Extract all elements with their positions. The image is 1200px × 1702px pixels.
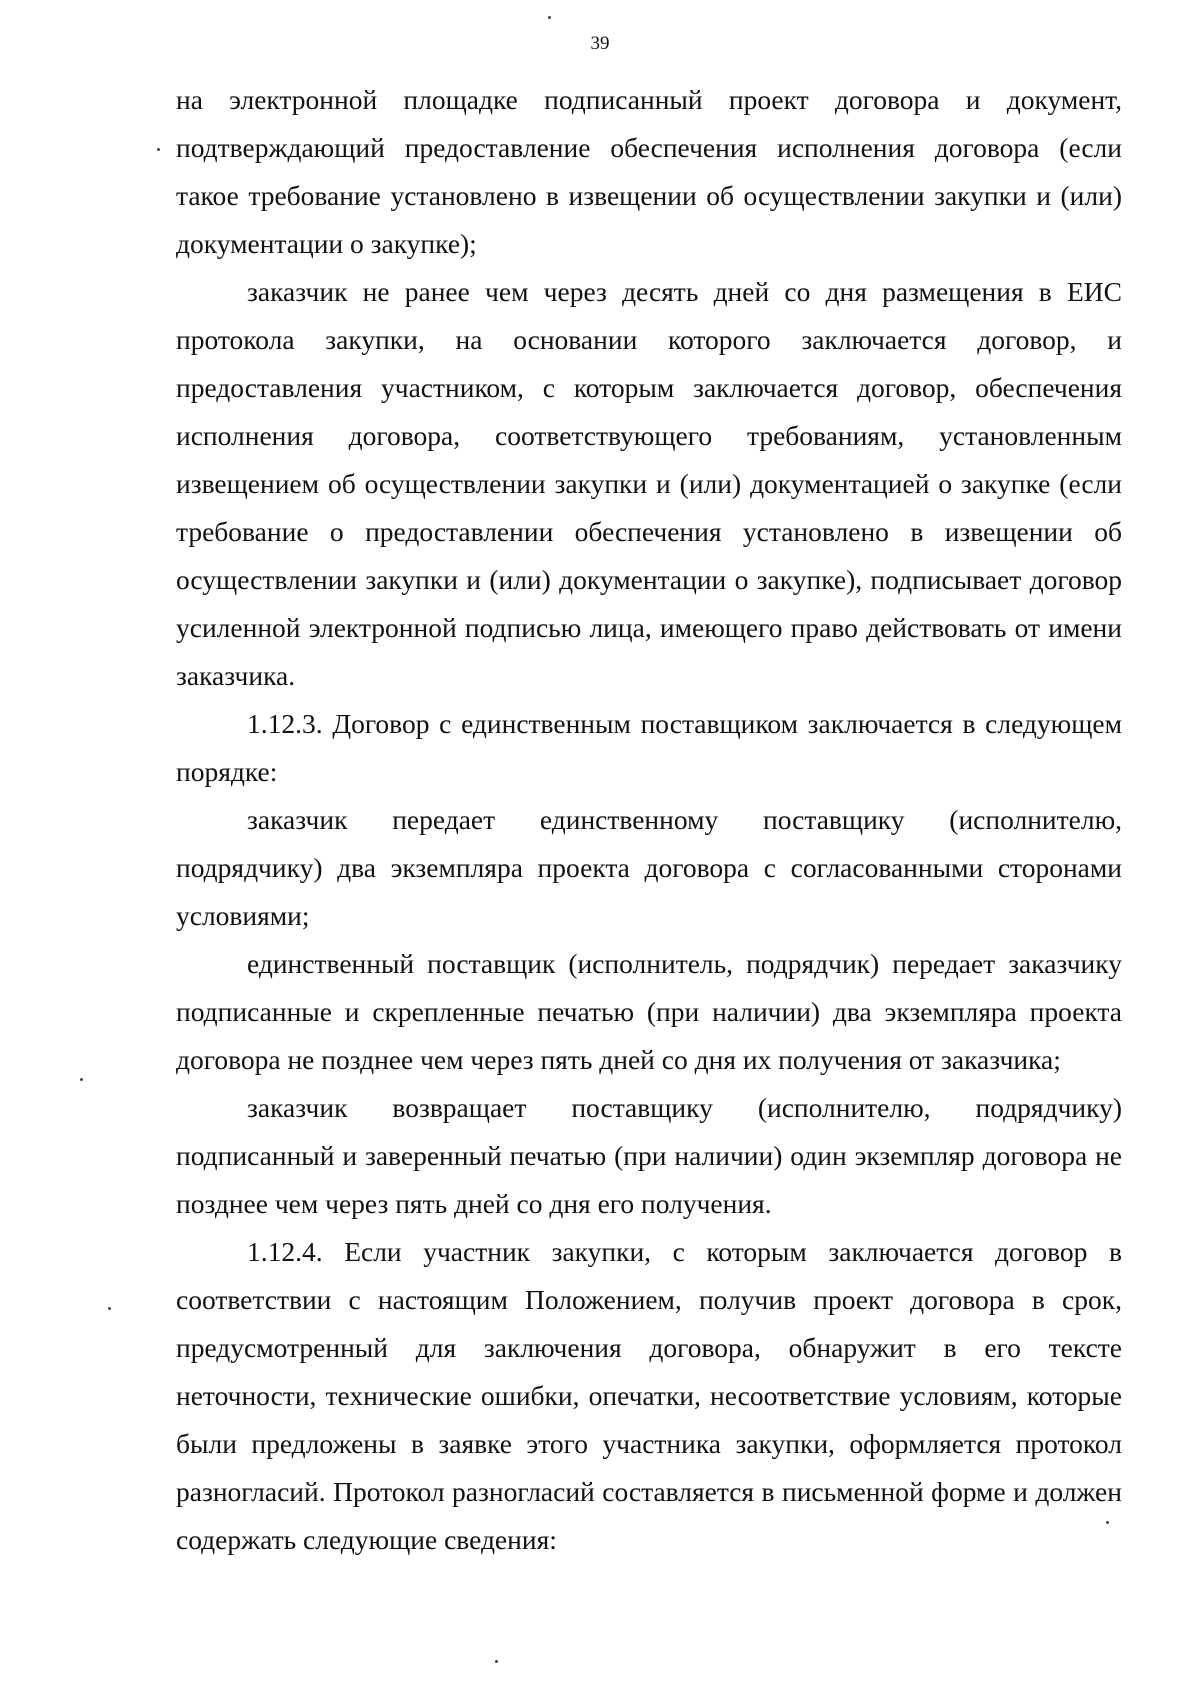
scan-speck — [1106, 1521, 1109, 1524]
paragraph-customer-returns: заказчик возвращает поставщику (исполнителю, подрядчику) подписанный и заверенный печатью (при наличии) один экземпляр договора не позднее чем через пять дней со дня его получения. — [176, 1092, 1122, 1219]
document-body — [176, 76, 1122, 1564]
paragraph-1-12-3: 1.12.3. Договор с единственным поставщиком заключается в следующем порядке: — [176, 708, 1122, 787]
scan-speck — [495, 1660, 498, 1663]
scan-speck — [80, 1078, 83, 1081]
paragraph-customer-signing: заказчик не ранее чем через десять дней со дня размещения в ЕИС протокола закупки, на основании которого заключается договор, и предоставления участником, с которым заключается договор, обеспечения исполнения договора, соответствующего требованиям, установленным извещением об осуществлении закупки и (или) документацией о закупке (если требование о предоставлении обеспечения установлено в извещении об осуществлении закупки и (или) документации о закупке), подписывает договор усиленной электронной подписью лица, имеющего право действовать от имени заказчика. — [176, 276, 1122, 691]
page-number: 39 — [590, 33, 610, 54]
paragraph-customer-transfers: заказчик передает единственному поставщику (исполнителю, подрядчику) два экземпляра проекта договора с согласованными сторонами условиями; — [176, 804, 1122, 931]
scan-speck — [108, 1307, 111, 1310]
paragraph-continuation: на электронной площадке подписанный проект договора и документ, подтверждающий предоставление обеспечения исполнения договора (если такое требование установлено в извещении об осуществлении закупки и (или) документации о закупке); — [176, 84, 1122, 259]
scan-speck — [157, 148, 160, 151]
scan-speck — [548, 16, 551, 19]
paragraph-1-12-4: 1.12.4. Если участник закупки, с которым заключается договор в соответствии с настоящим Положением, получив проект договора в срок, предусмотренный для заключения договора, обнаружит в его тексте неточности, технические ошибки, опечатки, несоответствие условиям, которые были предложены в заявке этого участника закупки, оформляется протокол разногласий. Протокол разногласий составляется в письменной форме и должен содержать следующие сведения: — [176, 1236, 1122, 1555]
paragraph-supplier-returns: единственный поставщик (исполнитель, подрядчик) передает заказчику подписанные и скрепленные печатью (при наличии) два экземпляра проекта договора не позднее чем через пять дней со дня их получения от заказчика; — [176, 948, 1122, 1075]
